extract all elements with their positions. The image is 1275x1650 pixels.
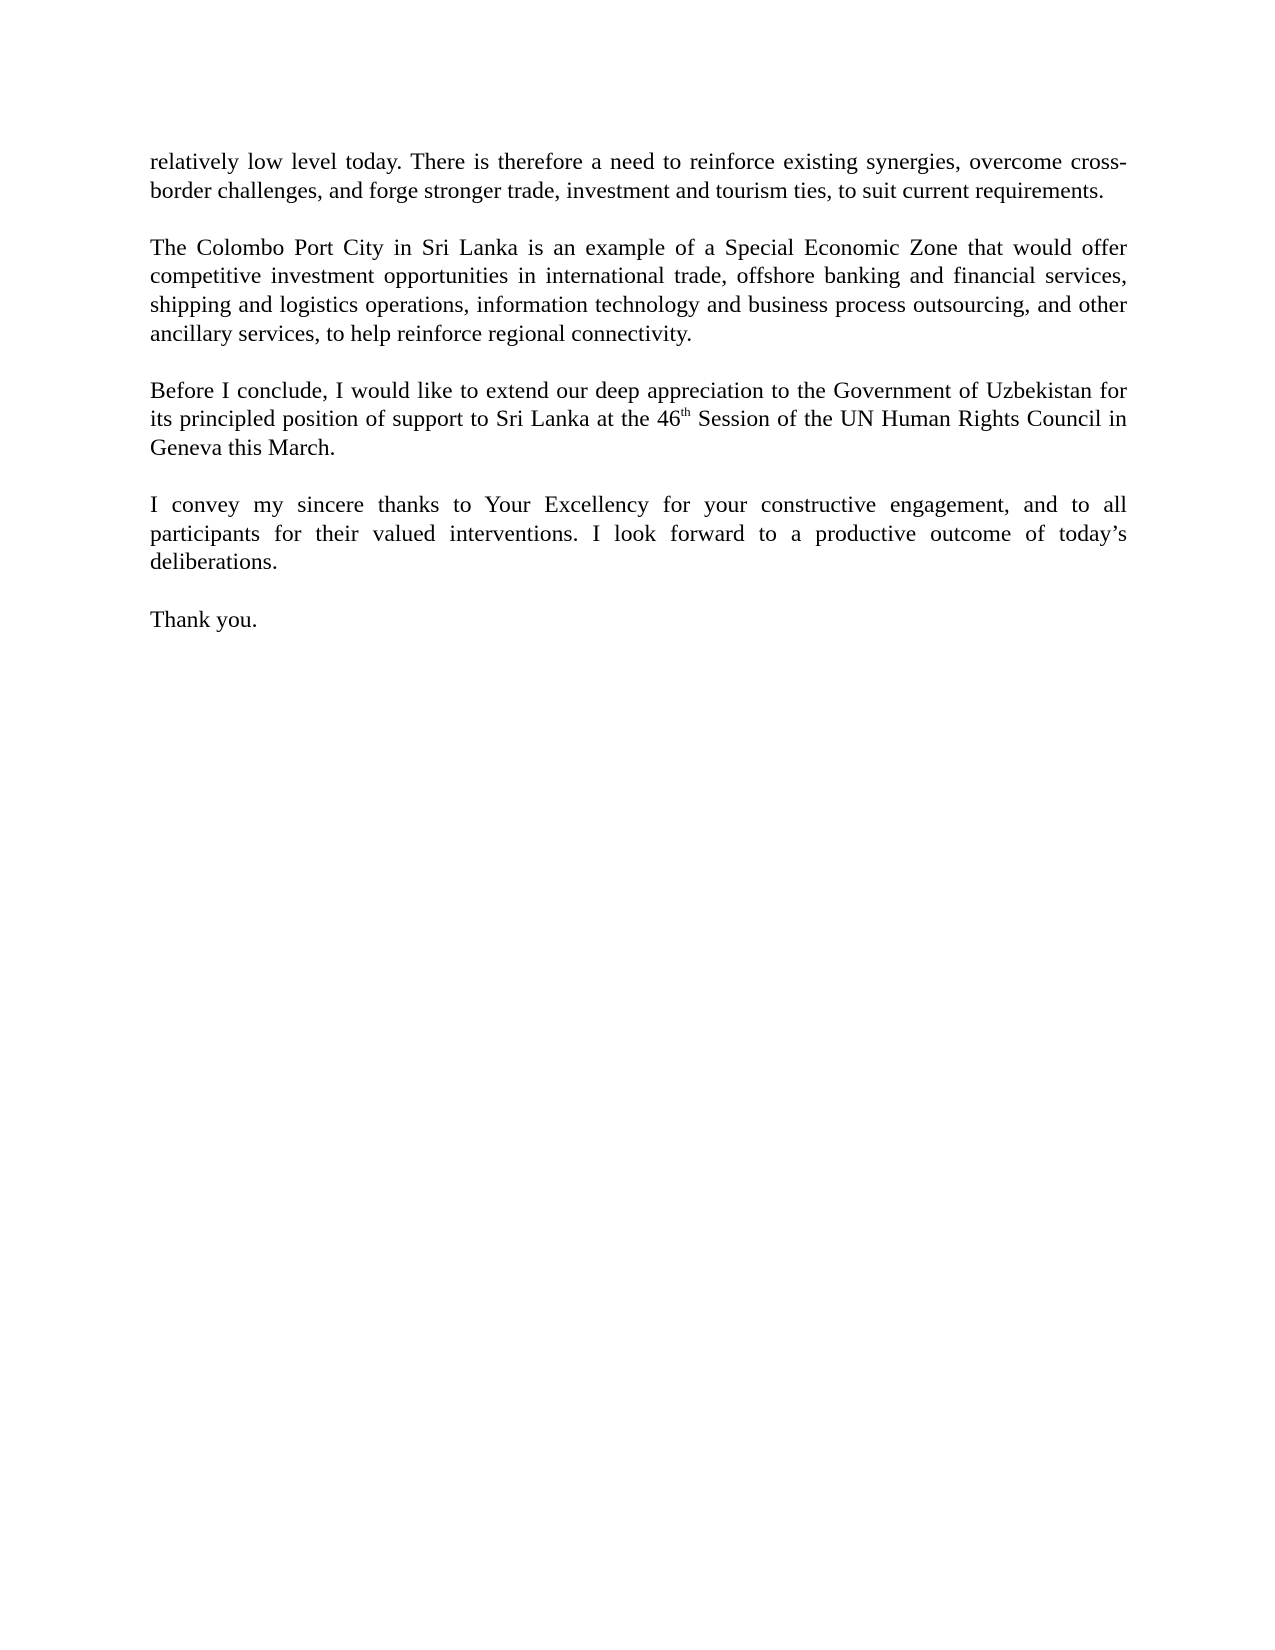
closing-line: Thank you.: [150, 606, 258, 633]
paragraph-colombo-port-city: The Colombo Port City in Sri Lanka is an example of a Special Economic Zone that would offer competitive investment opportunities in international trade, offshore banking and financial services, shipping and logistics operations, information technology and business process outsourcing, and other ancillary services, to help reinforce regional connectivity.: [150, 234, 1127, 347]
paragraph-thanks: I convey my sincere thanks to Your Excellency for your constructive engagement, and to all participants for their valued interventions. I look forward to a productive outcome of today’s deliberations.: [150, 492, 1127, 576]
paragraph-appreciation: [150, 377, 1127, 463]
paragraph-connectivity-needs: relatively low level today. There is therefore a need to reinforce existing synergies, overcome cross-border challenges, and forge stronger trade, investment and tourism ties, to suit current requirements.: [150, 149, 1127, 204]
paragraph-appreciation-text-end: Session of the UN Human Rights Council in Geneva this March.: [150, 406, 1127, 461]
ordinal-suffix: th: [680, 404, 691, 420]
document-body: [150, 148, 1127, 663]
paragraph-appreciation-text: Before I conclude, I would like to extend our deep appreciation to the Government of Uzbekistan for its principled position of support to Sri Lanka at the 46: [150, 377, 1127, 433]
